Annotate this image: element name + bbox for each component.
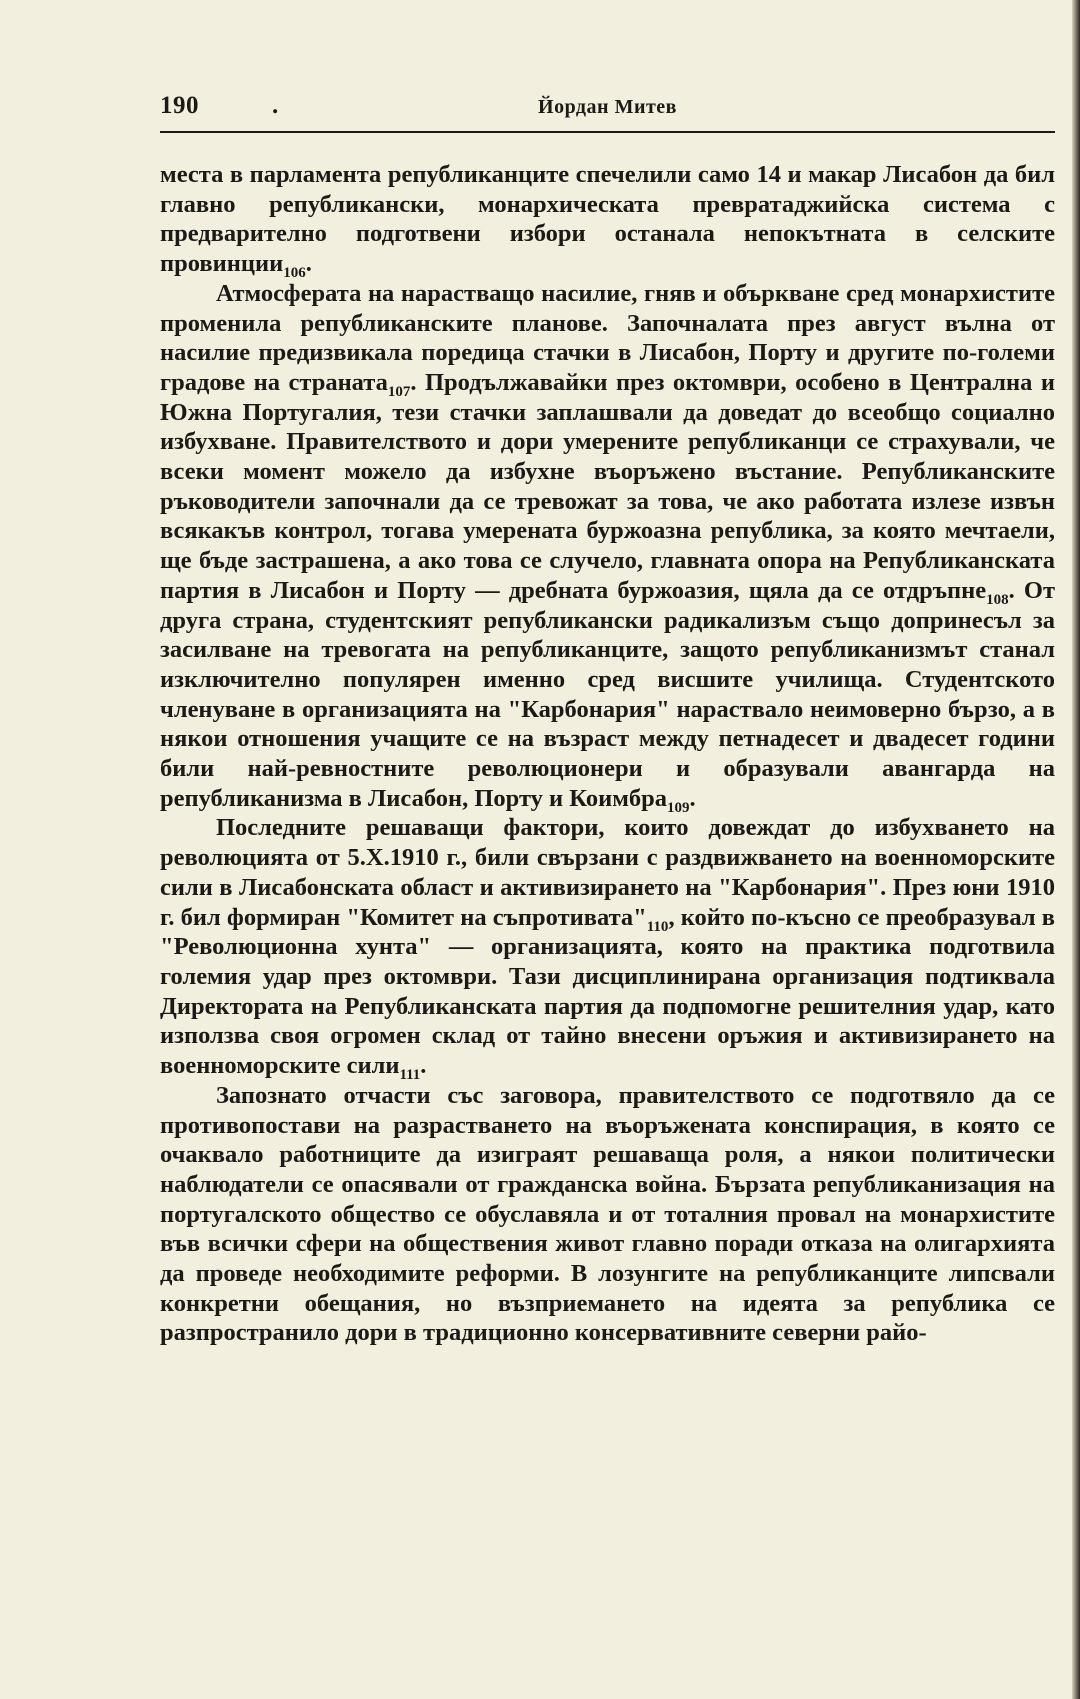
paragraph <box>160 160 1055 282</box>
paragraph-text: Атмосферата на нарастващо насилие, гняв и объркване сред монархистите променила републиканските планове. Започналата през август вълна от насилие предизвикала поредица стачки в Лисабон, Порту и другите по-големи градове на страната <box>160 279 1055 396</box>
page-edge-shadow <box>1072 0 1080 1699</box>
footnote-marker: 106 <box>283 265 306 282</box>
footnote-marker: 111 <box>399 1067 421 1084</box>
paragraph <box>160 1081 1055 1348</box>
paragraph-text: . <box>305 250 312 278</box>
paragraph-text: . <box>420 1052 427 1080</box>
paragraph-text: , който по-късно се преобразувал в "Революционна хунта" — организацията, която на практика подготвила големия удар през октомври. Тази дисциплинирана организация подтиквала Директората на Републиканската партия да подпомогне решителния удар, като използва своя огромен склад от тайно внесени оръжия и активизирането на военноморските сили <box>160 903 1055 1080</box>
page-header <box>160 92 1055 132</box>
footnote-marker: 108 <box>986 591 1009 608</box>
paragraph-text: Последните решаващи фактори, които довеждат до избухването на революцията от 5.Х.1910 г., били свързани с раздвижването на военноморските сили в Лисабонската област и активизирането на "Карбонария". През юни 1910 г. бил формиран "Комитет на съпротивата" <box>160 814 1055 931</box>
page-number: 190 <box>160 92 199 119</box>
paragraph-text: места в парламента републиканците спечелили само 14 и макар Лисабон да бил главно републикански, монархическата превратаджийска система с предварително подготвени избори останала непокътната в селските провинции <box>160 161 1055 278</box>
paragraph <box>160 279 1055 814</box>
body-text <box>160 160 1055 1348</box>
paragraph <box>160 813 1055 1084</box>
footnote-marker: 109 <box>667 799 690 816</box>
paragraph-text: . От друга страна, студентският републикански радикализъм също допринесъл за засилване на тревогата на републиканците, защото републиканизмът станал изключително популярен именно сред висшите училища. Студентското членуване в организацията на "Карбонария" нараствало неимоверно бързо, а в някои отношения учащите се на възраст между петнадесет и двадесет години били най-ревностните революционери и образували авангарда на републиканизма в Лисабон, Порту и Коимбра <box>160 576 1056 812</box>
paragraph-text: . Продължавайки през октомври, особено в Централна и Южна Португалия, тези стачки заплашвали да доведат до всеобщо социално избухване. Правителството и дори умерените републиканци се страхували, че всеки момент можело да избухне въоръжено въстание. Републиканските ръководители започнали да се тревожат за това, че ако работата излезе извън всякакъв контрол, тогава умерената буржоазна република, за която мечтаели, ще бъде застрашена, а ако това се случело, главната опора на Републиканската партия в Лисабон и Порту — дребната буржоазия, щяла да се отдръпне <box>160 368 1056 604</box>
footnote-marker: 107 <box>387 383 411 400</box>
running-head-author: Йордан Митев <box>538 96 677 118</box>
header-rule <box>160 131 1055 133</box>
paragraph-text: . <box>689 784 696 812</box>
header-separator: . <box>272 92 279 119</box>
paragraph-text: Запознато отчасти със заговора, правителството се подготвяло да се противопостави на разрастването на въоръжената конспирация, в която се очаквало работниците да изиграят решаваща роля, а някои политически наблюдатели се опасявали от гражданска война. Бързата републиканизация на португалското общество се обуславяла и от тоталния провал на монархистите във всички сфери на обществения живот главно поради отказа на олигархията да проведе необходимите реформи. В лозунгите на републиканците липсвали конкретни обещания, но възприемането на идеята за република се разпространило дори в традиционно консервативните северни райо- <box>160 1081 1055 1347</box>
footnote-marker: 110 <box>646 918 669 935</box>
